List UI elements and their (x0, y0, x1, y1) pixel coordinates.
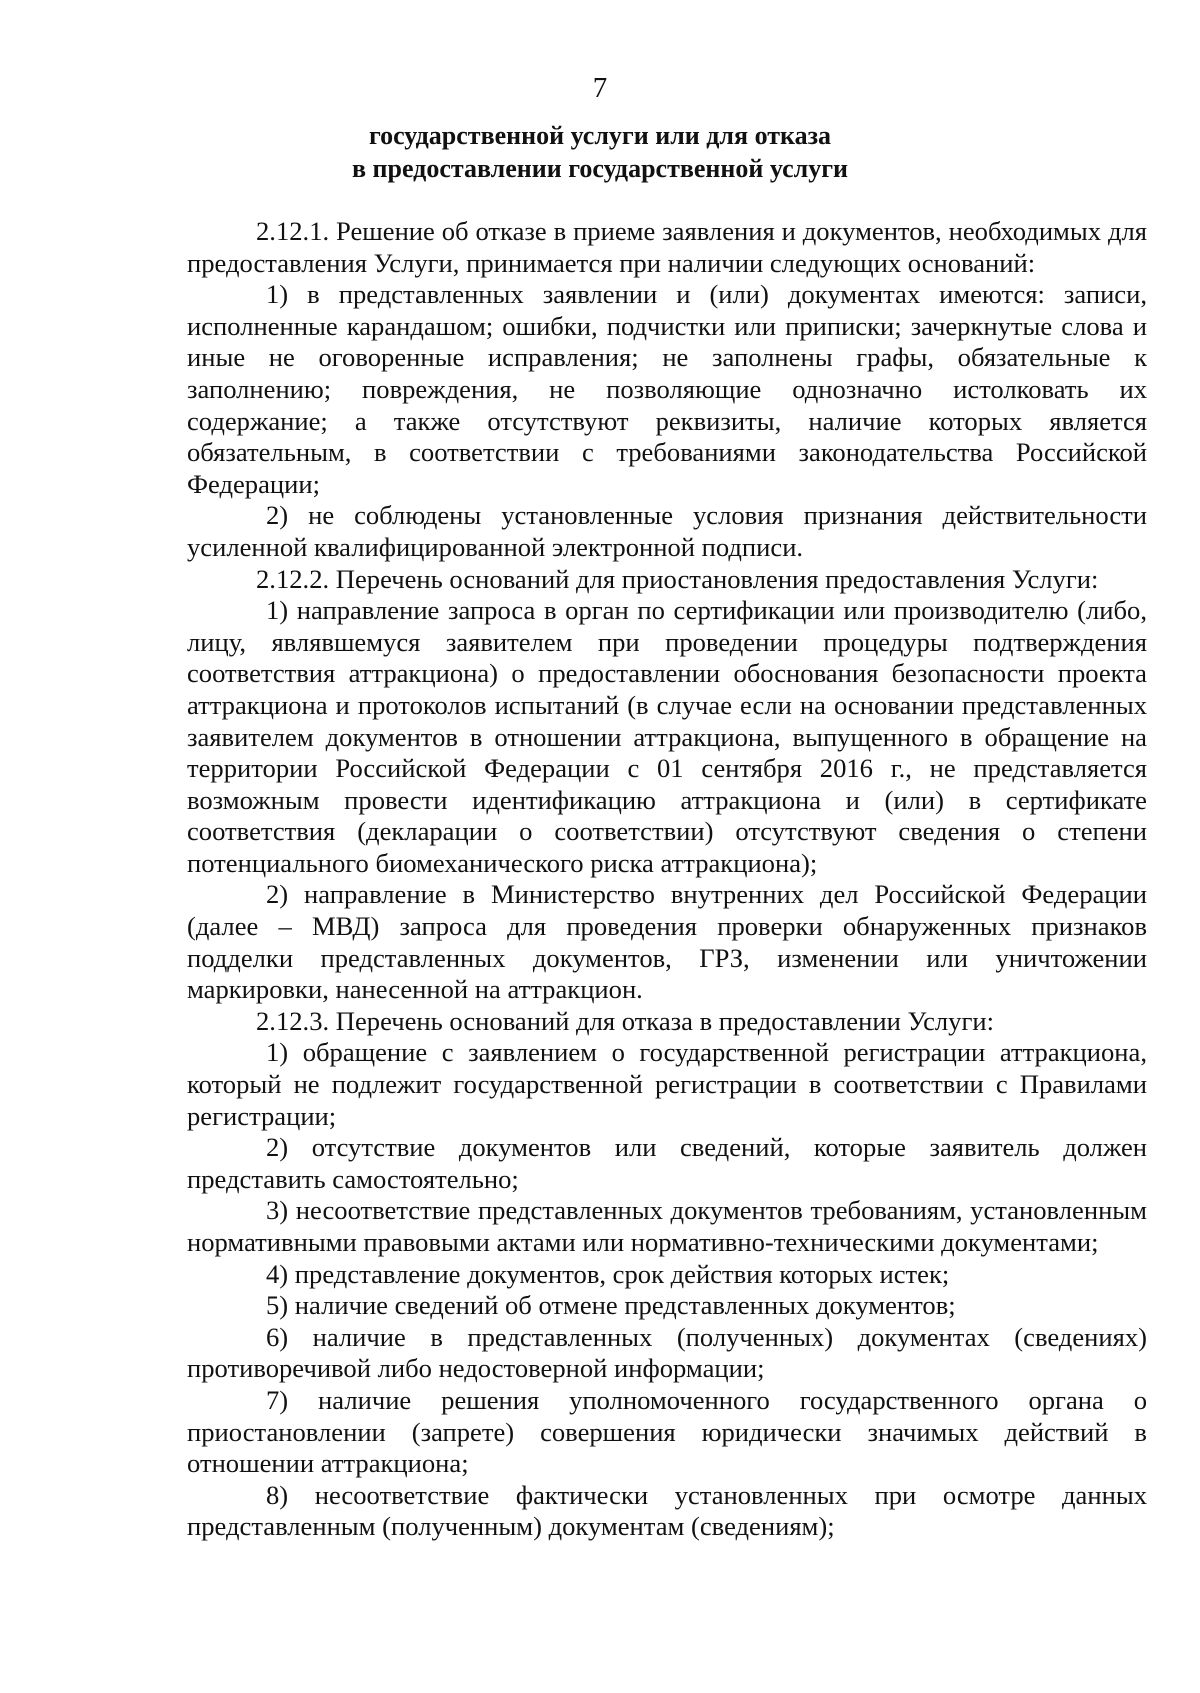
list-item: 5) наличие сведений об отмене представленных документов; (266, 1290, 956, 1321)
list-item: 2) не соблюдены установленные условия признания действительности усиленной квалифицированной электронной подписи. (187, 500, 1147, 562)
list-item: 8) несоответствие фактически установленных при осмотре данных представленным (полученным) документам (сведениям); (187, 1479, 1147, 1542)
list-item: 1) направление запроса в орган по сертификации или производителю (либо, лицу, являвшемуся заявителем при проведении процедуры подтверждения соответствия аттракциона) о предоставлении обоснования безопасности проекта аттракциона и протоколов испытаний (в случае если на основании представленных заявителем документов в отношении аттракциона, выпущенного в обращение на территории Российской Федерации с 01 сентября 2016 г., не представляется возможным провести идентификацию аттракциона и (или) в сертификате соответствия (декларации о соответствии) отсутствуют сведения о степени потенциального биомеханического риска аттракциона); (187, 595, 1147, 878)
paragraph-2-12-1: 2.12.1. Решение об отказе в приеме заявления и документов, необходимых для предоставления Услуги, принимается при наличии следующих оснований: (187, 216, 1147, 278)
list-item: 4) представление документов, срок действия которых истек; (266, 1258, 950, 1289)
list-item: 2) отсутствие документов или сведений, которые заявитель должен представить самостоятельно; (187, 1132, 1147, 1194)
list-item: 2) направление в Министерство внутренних дел Российской Федерации (далее – МВД) запроса для проведения проверки обнаруженных признаков подделки представленных документов, ГРЗ, изменении или уничтожении маркировки, нанесенной на аттракцион. (187, 879, 1147, 1005)
list-item: 1) обращение с заявлением о государственной регистрации аттракциона, который не подлежит государственной регистрации в соответствии с Правилами регистрации; (187, 1037, 1147, 1131)
paragraph-2-12-2: 2.12.2. Перечень оснований для приостановления предоставления Услуги: (256, 563, 1099, 594)
list-item: 1) в представленных заявлении и (или) документах имеются: записи, исполненные карандашом; ошибки, подчистки или приписки; зачеркнутые слова и иные не оговоренные исправления; не заполнены графы, обязательные к заполнению; повреждения, не позволяющие однозначно истолковать их содержание; а также отсутствуют реквизиты, наличие которых является обязательным, в соответствии с требованиями законодательства Российской Федерации; (187, 279, 1147, 499)
paragraph-2-12-3: 2.12.3. Перечень оснований для отказа в предоставлении Услуги: (256, 1005, 994, 1036)
section-heading (0, 119, 1200, 185)
list-item: 3) несоответствие представленных документов требованиям, установленным нормативными правовыми актами или нормативно-техническими документами; (187, 1195, 1147, 1257)
list-item: 7) наличие решения уполномоченного государственного органа о приостановлении (запрете) совершения юридически значимых действий в отношении аттракциона; (187, 1384, 1147, 1479)
list-item: 6) наличие в представленных (полученных) документах (сведениях) противоречивой либо недостоверной информации; (187, 1321, 1147, 1384)
document-body (187, 216, 1147, 1543)
heading-line-2: в предоставлении государственной услуги (351, 154, 848, 183)
page-number: 7 (592, 72, 608, 104)
heading-line-1: государственной услуги или для отказа (368, 121, 832, 150)
